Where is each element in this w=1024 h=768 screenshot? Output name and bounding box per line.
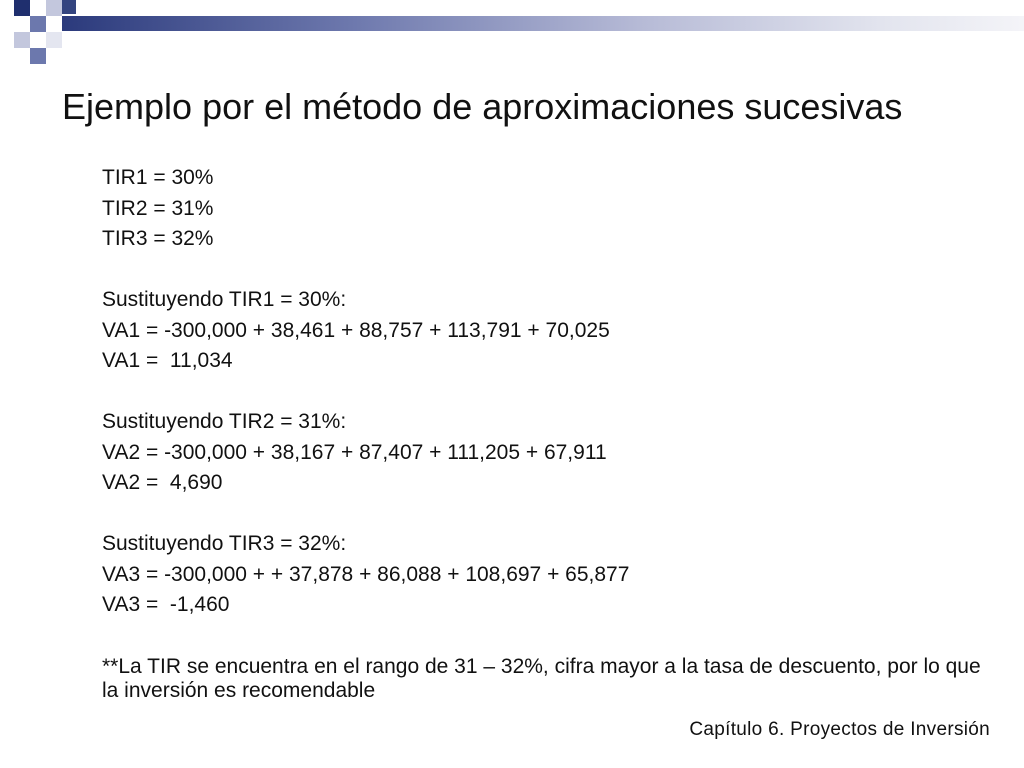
- body-line: Sustituyendo TIR1 = 30%:: [102, 288, 347, 311]
- slide-body: [102, 163, 982, 703]
- body-line: TIR1 = 30%: [102, 166, 214, 189]
- body-line: [102, 499, 982, 530]
- decor-square: [62, 0, 76, 14]
- slide-title: Ejemplo por el método de aproximaciones sucesivas: [62, 86, 903, 127]
- body-line: VA1 = -300,000 + 38,461 + 88,757 + 113,791 + 70,025: [102, 318, 610, 342]
- body-line: Sustituyendo TIR3 = 32%:: [102, 532, 347, 555]
- decor-square: [30, 16, 46, 32]
- body-line: VA2 = 4,690: [102, 471, 223, 494]
- spacer: [102, 621, 982, 652]
- body-line: TIR2 = 31%: [102, 196, 214, 220]
- header-gradient-bar: [62, 16, 1024, 31]
- body-line: TIR3 = 32%: [102, 227, 214, 250]
- decor-square: [30, 48, 46, 64]
- body-line: Sustituyendo TIR2 = 31%:: [102, 410, 347, 433]
- decor-square: [14, 32, 30, 48]
- decor-square: [14, 0, 30, 16]
- decor-square: [46, 32, 62, 48]
- body-line: VA3 = -1,460: [102, 593, 230, 616]
- decor-square: [46, 0, 62, 16]
- body-line: VA1 = 11,034: [102, 349, 233, 372]
- body-line: VA2 = -300,000 + 38,167 + 87,407 + 111,205 + 67,911: [102, 440, 607, 464]
- conclusion-note: **La TIR se encuentra en el rango de 31 – 32%, cifra mayor a la tasa de descuento, por lo que la inversión es recomendable: [102, 655, 981, 702]
- body-line: [102, 377, 982, 408]
- slide-footer: Capítulo 6. Proyectos de Inversión: [689, 719, 990, 740]
- body-line: VA3 = -300,000 + + 37,878 + 86,088 + 108,697 + 65,877: [102, 562, 630, 586]
- body-line: [102, 255, 982, 286]
